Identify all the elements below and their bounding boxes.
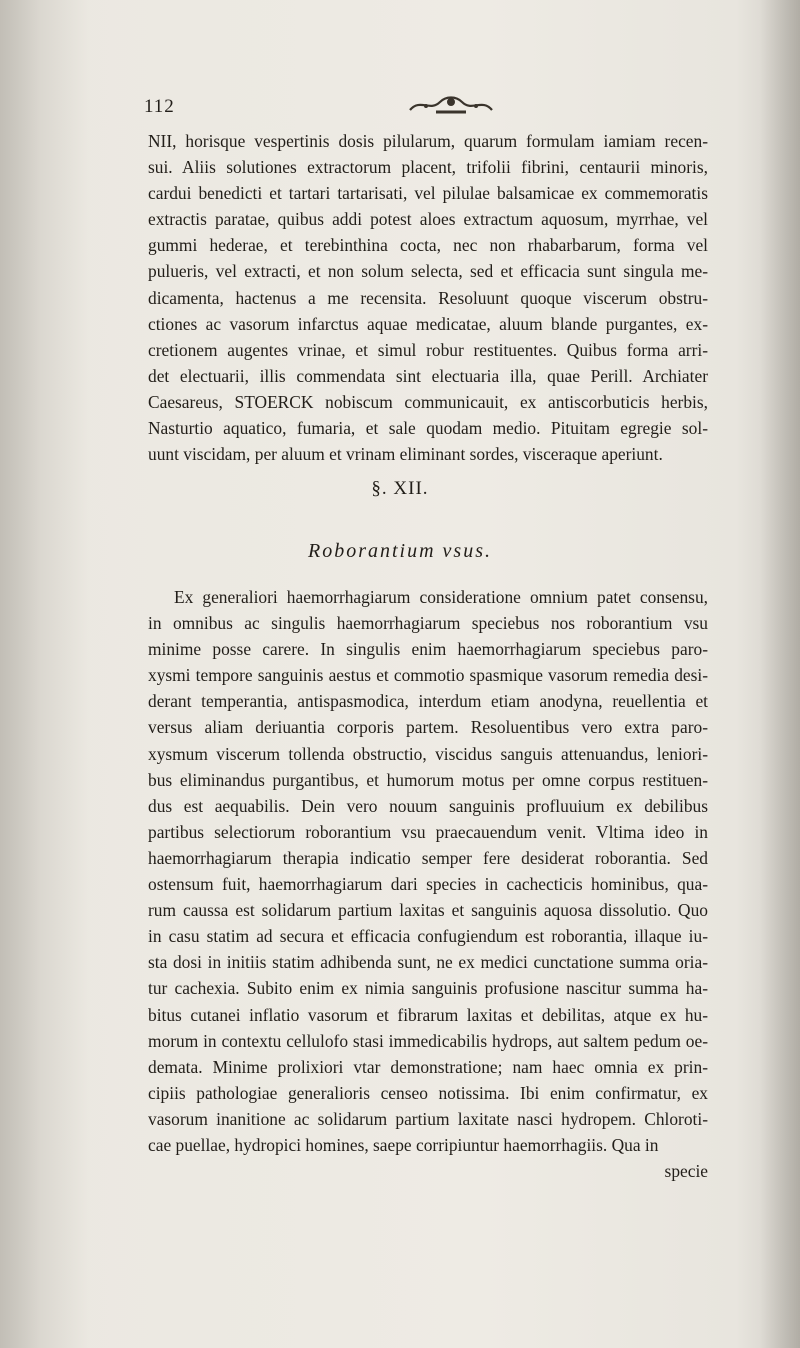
- text-line: rum caussa est solidarum partium laxitas et sanguinis aquosa dissolutio. Quo: [148, 900, 708, 921]
- section-title: Roborantium vsus.: [308, 540, 492, 562]
- text-line: pulueris, vel extracti, et non solum selecta, sed et efficacia sunt singula me-: [148, 261, 708, 282]
- text-line: sui. Aliis solutiones extractorum placent, trifolii fibrini, centaurii minoris,: [148, 157, 708, 178]
- paragraph-1: [148, 128, 708, 467]
- page-shadow-left: [0, 0, 90, 1348]
- text-line: dicamenta, hactenus a me recensita. Resoluunt quoque viscerum obstru-: [148, 287, 708, 308]
- text-line: demata. Minime prolixiori vtar demonstratione; nam haec omnia ex prin-: [148, 1056, 708, 1077]
- section-number: §. XII.: [371, 478, 429, 499]
- text-line: det electuarii, illis commendata sint electuaria illa, quae Perill. Archiater: [148, 365, 708, 386]
- text-line: cretionem augentes vrinae, et simul robur restituentes. Quibus forma arri-: [148, 339, 708, 360]
- text-line: extractis paratae, quibus addi potest aloes extractum aquosum, myrrhae, vel: [148, 209, 708, 230]
- running-header: [144, 96, 704, 126]
- text-line: Caesareus, STOERCK nobiscum communicauit, ex antiscorbuticis herbis,: [148, 391, 708, 412]
- text-line: xysmum viscerum tollenda obstructio, viscidus sanguis attenuandus, leniori-: [148, 743, 708, 764]
- catchword-row: [148, 1158, 708, 1184]
- text-line: haemorrhagiarum therapia indicatio semper fere desiderat roborantia. Sed: [148, 847, 708, 868]
- text-line: Nasturtio aquatico, fumaria, et sale quodam medio. Pituitam egregie sol-: [148, 418, 708, 439]
- text-line: gummi hederae, et terebinthina cocta, nec non rhabarbarum, forma vel: [148, 235, 708, 256]
- page-shadow-right: [760, 0, 800, 1348]
- text-line: vasorum inanitione ac solidarum partium laxitate nasci hydropem. Chloroti-: [148, 1108, 708, 1129]
- page-number: 112: [144, 96, 175, 117]
- text-line: sta dosi in initiis statim adhibenda sunt, ne ex medici cunctatione summa oria-: [148, 952, 708, 973]
- text-line: NII, horisque vespertinis dosis pilularum, quarum formulam iamiam recen-: [148, 131, 708, 151]
- text-line: dus est aequabilis. Dein vero nouum sanguinis profluuium ex debilibus: [148, 795, 708, 816]
- text-line: ctiones ac vasorum infarctus aquae medicatae, aluum blande purgantes, ex-: [148, 313, 708, 334]
- text-line: in casu statim ad secura et efficacia confugiendum est roborantia, illaque iu-: [148, 926, 708, 947]
- text-line: versus aliam deriuantia corporis partem. Resoluentibus vero extra paro-: [148, 717, 708, 738]
- text-line: cipiis pathologiae generalioris censeo notissima. Ibi enim confirmatur, ex: [148, 1082, 708, 1103]
- text-line: minime posse carere. In singulis enim haemorrhagiarum speciebus paro-: [148, 639, 708, 660]
- text-line: bus eliminandus purgantibus, et humorum motus per omne corpus restituen-: [148, 769, 708, 790]
- text-line: derant temperantia, antispasmodica, interdum etiam anodyna, reuellentia et: [148, 691, 708, 712]
- text-line: cae puellae, hydropici homines, saepe corripiuntur haemorrhagiis. Qua in: [148, 1134, 659, 1155]
- text-line: ostensum fuit, haemorrhagiarum dari species in cachecticis hominibus, qua-: [148, 874, 708, 895]
- text-line: tur cachexia. Subito enim ex nimia sanguinis profusione nascitur summa ha-: [148, 978, 708, 999]
- text-line: cardui benedicti et tartari tartarisati, vel pilulae balsamicae ex commemoratis: [148, 183, 708, 204]
- text-line: morum in contextu cellulofo stasi immedicabilis hydrops, aut saltem pedum oe-: [148, 1030, 708, 1051]
- text-line: xysmi tempore sanguinis aestus et commotio spasmique vasorum remedia desi-: [148, 665, 708, 686]
- text-line: partibus selectiorum roborantium vsu praecauendum venit. Vltima ideo in: [148, 821, 708, 842]
- paragraph-2: [148, 584, 708, 1158]
- text-line: uunt viscidam, per aluum et vrinam eliminant sordes, visceraque aperiunt.: [148, 444, 663, 465]
- text-line: Ex generaliori haemorrhagiarum consideratione omnium patet consensu,: [174, 587, 708, 607]
- text-line: in omnibus ac singulis haemorrhagiarum speciebus nos roborantium vsu: [148, 613, 708, 634]
- catchword: specie: [664, 1161, 708, 1181]
- printers-ornament-icon: [406, 92, 496, 118]
- text-line: bitus cutanei inflatio vasorum et fibrarum laxitas et debilitas, atque ex hu-: [148, 1004, 708, 1025]
